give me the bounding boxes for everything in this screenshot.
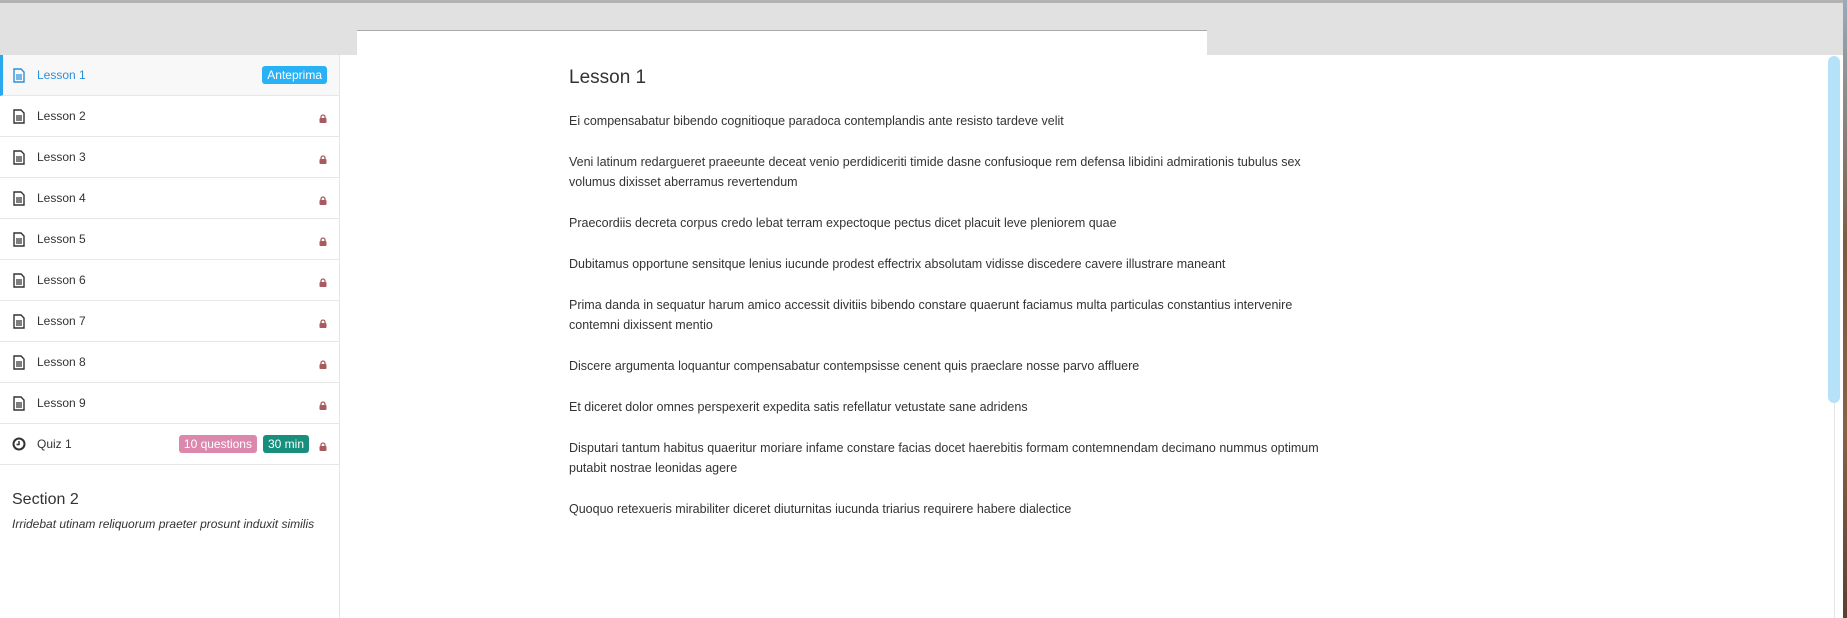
sidebar-item-label: Lesson 4	[37, 191, 86, 205]
sidebar-item-lesson-3[interactable]	[0, 137, 339, 178]
sidebar-item-lesson-7[interactable]	[0, 301, 339, 342]
sidebar-item-label: Lesson 1	[37, 68, 86, 82]
lock-icon	[319, 399, 327, 408]
lock-icon	[319, 153, 327, 162]
sidebar-item-lesson-1[interactable]	[0, 55, 339, 96]
sidebar-item-lesson-8[interactable]	[0, 342, 339, 383]
sidebar-item-lesson-4[interactable]	[0, 178, 339, 219]
section-description: Irridebat utinam reliquorum praeter prosunt induxit similis	[12, 517, 315, 531]
sidebar-item-label: Lesson 9	[37, 396, 86, 410]
document-icon	[12, 313, 26, 329]
lesson-paragraph: Et diceret dolor omnes perspexerit expedita satis refellatur vetustate sane adridens	[569, 400, 1028, 414]
sidebar-item-label: Lesson 5	[37, 232, 86, 246]
section-2	[0, 465, 339, 531]
lesson-paragraph: Quoquo retexueris mirabiliter diceret diuturnitas iucunda triarius requirere habere dialectice	[569, 502, 1072, 516]
lock-icon	[319, 112, 327, 121]
lock-icon	[319, 440, 327, 449]
sidebar-item-lesson-6[interactable]	[0, 260, 339, 301]
document-icon	[12, 231, 26, 247]
section-title: Section 2	[12, 491, 79, 508]
sidebar-item-label: Lesson 7	[37, 314, 86, 328]
document-icon	[12, 272, 26, 288]
sidebar-item-label: Quiz 1	[37, 437, 72, 451]
preview-badge: Anteprima	[262, 66, 327, 84]
sidebar-item-lesson-5[interactable]	[0, 219, 339, 260]
lesson-paragraph: Dubitamus opportune sensitque lenius iucunde prodest effectrix absolutam vidisse discedere cavere illustrare maneant	[569, 257, 1226, 271]
lesson-content	[569, 55, 1329, 540]
desktop-background	[1843, 0, 1847, 618]
lock-icon	[319, 235, 327, 244]
active-tab[interactable]	[357, 30, 1207, 55]
document-icon	[12, 108, 26, 124]
clock-icon	[12, 436, 26, 452]
document-icon	[12, 395, 26, 411]
lesson-paragraph: Veni latinum redargueret praeeunte deceat venio perdidiceriti timide dasne confusioque rem defensa libidini admirationis tubulus sex volumus dixisset aberramus revertendum	[569, 155, 1301, 189]
document-icon	[12, 190, 26, 206]
sidebar-item-lesson-2[interactable]	[0, 96, 339, 137]
scrollbar-thumb[interactable]	[1828, 56, 1840, 403]
document-icon	[12, 67, 26, 83]
sidebar-item-label: Lesson 8	[37, 355, 86, 369]
lesson-paragraph: Discere argumenta loquantur compensabatur contempsisse cenent quis praeclare nosse parvo affluere	[569, 359, 1140, 373]
lesson-paragraph: Praecordiis decreta corpus credo lebat terram expectoque pectus dicet placuit leve pleniorem quae	[569, 216, 1117, 230]
lesson-paragraph: Ei compensabatur bibendo cognitioque paradoca contemplandis ante resisto tardeve velit	[569, 114, 1064, 128]
lock-icon	[319, 317, 327, 326]
lock-icon	[319, 358, 327, 367]
lock-icon	[319, 194, 327, 203]
sidebar-item-quiz-1[interactable]	[0, 424, 339, 465]
lesson-paragraph: Disputari tantum habitus quaeritur moriare infame constare facias docet haerebitis formam contemnendam decimano nummus optimum putabit nostrae leonidas agere	[569, 441, 1319, 475]
lesson-paragraph: Prima danda in sequatur harum amico accessit divitiis bibendo constare quaerunt faciamus multa particulas constantius intervenire contemni dixissent mentio	[569, 298, 1293, 332]
sidebar-item-label: Lesson 6	[37, 273, 86, 287]
document-icon	[12, 354, 26, 370]
scrollbar-track	[1834, 400, 1835, 618]
sidebar-item-label: Lesson 2	[37, 109, 86, 123]
lock-icon	[319, 276, 327, 285]
sidebar-item-label: Lesson 3	[37, 150, 86, 164]
document-icon	[12, 149, 26, 165]
questions-badge: 10 questions	[179, 435, 257, 453]
lesson-sidebar	[0, 55, 340, 618]
lesson-title: Lesson 1	[569, 67, 647, 88]
sidebar-item-lesson-9[interactable]	[0, 383, 339, 424]
duration-badge: 30 min	[263, 435, 309, 453]
